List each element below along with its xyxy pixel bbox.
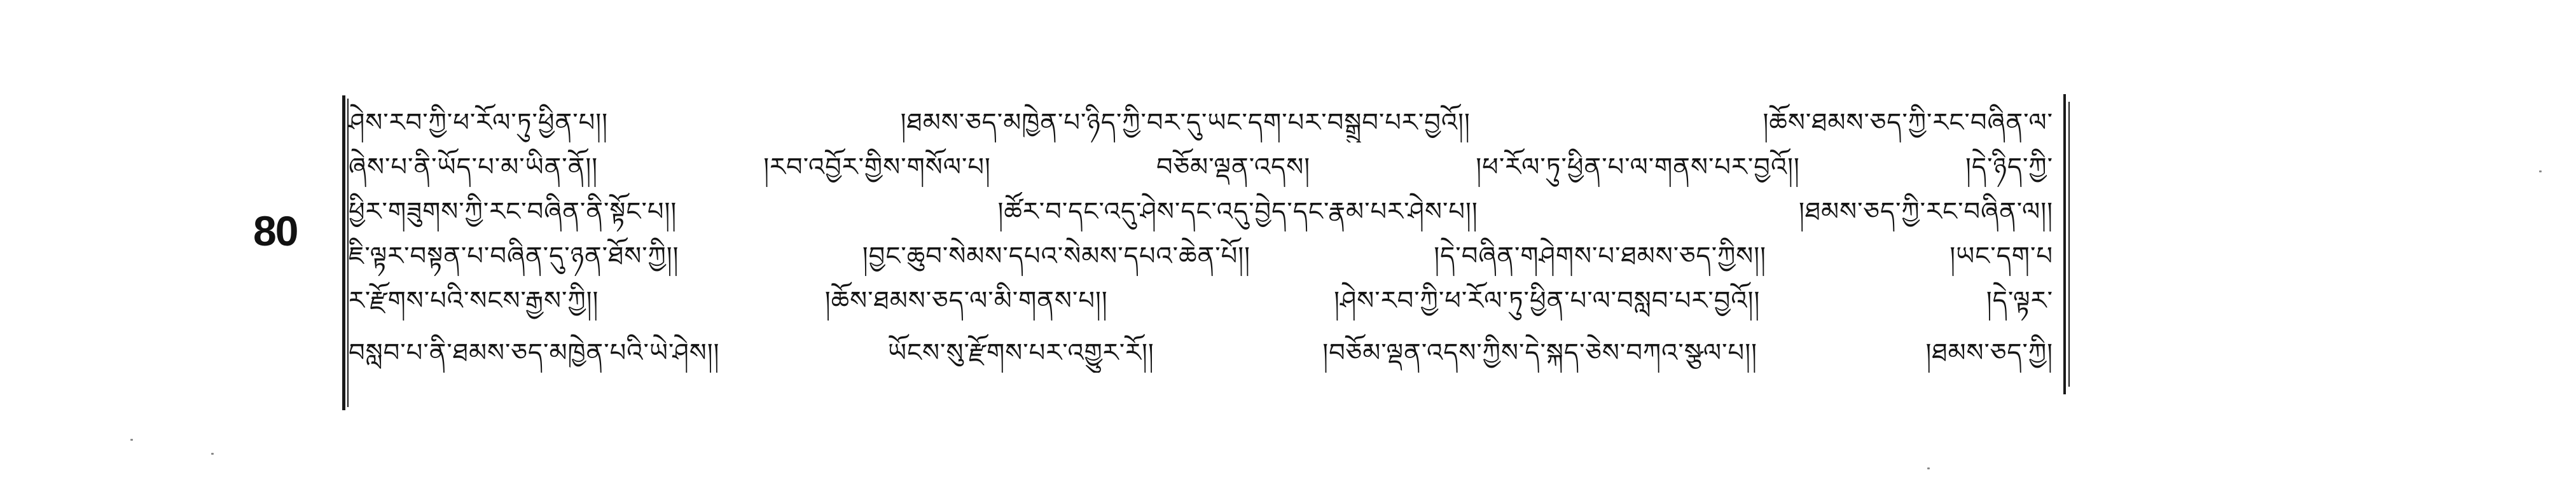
- scan-speck: [2539, 170, 2542, 172]
- right-margin-rule-thin: [2068, 102, 2070, 387]
- text-line-1: ཤེས་རབ་ཀྱི་ཕ་རོལ་ཏུ་ཕྱིན་པ།། །ཐམས་ཅད་མཁྱེན་པ་ཉིད་ཀྱི་བར་དུ་ཡང་དག་པར་བསྒྲུབ་པར་བྱའོ།། །ཆོས་ཐམས་ཅད་ཀྱི་རང་བཞིན་ལ་: [349, 108, 2053, 137]
- scan-speck: [1927, 467, 1930, 469]
- scan-speck: [130, 439, 133, 441]
- right-margin-rule: [2063, 94, 2066, 394]
- text-line-5: ར་རྫོགས་པའི་སངས་རྒྱས་ཀྱི།། །ཆོས་ཐམས་ཅད་ལ་མི་གནས་པ།། །ཤེས་རབ་ཀྱི་ཕ་རོལ་ཏུ་ཕྱིན་པ་ལ་བསླབ་པར་བྱའོ།། །དེ་ལྟར་: [349, 286, 2053, 315]
- text-line-3: ཕྱིར་གཟུགས་ཀྱི་རང་བཞིན་ནི་སྟོང་པ།། །ཚོར་བ་དང་འདུ་ཤེས་དང་འདུ་བྱེད་དང་རྣམ་པར་ཤེས་པ།། །ཐམས་ཅད་ཀྱི་རང་བཞིན་ལ།།: [349, 197, 2053, 226]
- page-number: 80: [253, 207, 298, 254]
- text-line-4: ཇི་ལྟར་བསྟན་པ་བཞིན་དུ་ཉན་ཐོས་ཀྱི།། །བྱང་ཆུབ་སེམས་དཔའ་སེམས་དཔའ་ཆེན་པོ།། །དེ་བཞིན་གཤེགས་པ་ཐམས་ཅད་ཀྱིས།། །ཡང་དག་པ: [349, 242, 2053, 271]
- left-margin-rule: [342, 95, 345, 410]
- text-line-6: བསླབ་པ་ནི་ཐམས་ཅད་མཁྱེན་པའི་ཡེ་ཤེས།། ཡོངས་སུ་རྫོགས་པར་འགྱུར་རོ།། །བཅོམ་ལྡན་འདས་ཀྱིས་དེ་སྐད་ཅེས་བཀའ་སྩལ་པ།། །ཐམས་ཅད་ཀྱི།: [349, 338, 2053, 368]
- scan-speck: [211, 453, 214, 455]
- text-line-2: ཞེས་པ་ནི་ཡོད་པ་མ་ཡིན་ནོ།། །རབ་འབྱོར་གྱིས་གསོལ་པ། བཅོམ་ལྡན་འདས། །ཕ་རོལ་ཏུ་ཕྱིན་པ་ལ་གནས་པར་བྱའོ།། །དེ་ཉིད་ཀྱི་: [349, 153, 2053, 182]
